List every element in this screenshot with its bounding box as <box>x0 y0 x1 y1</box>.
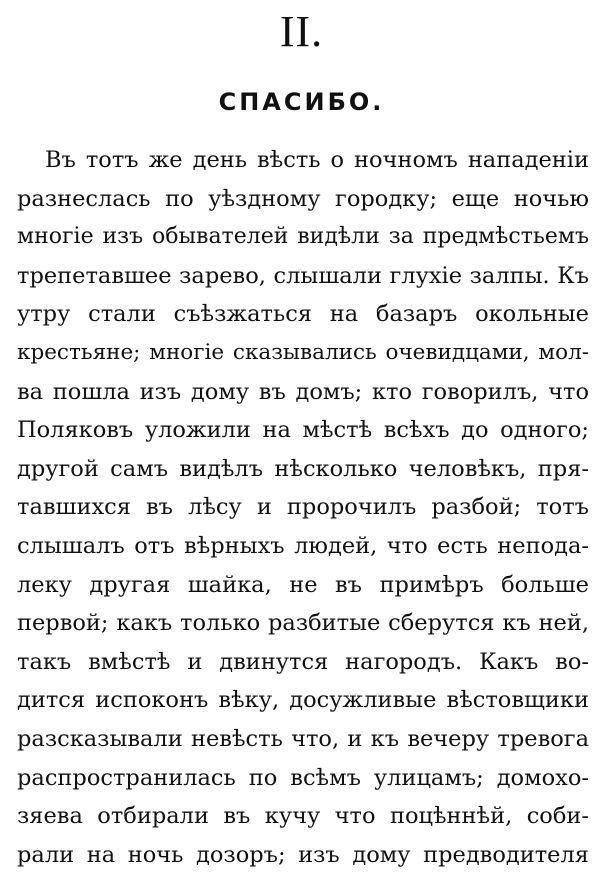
chapter-number: II. <box>279 7 324 56</box>
text-line: трепетавшее зарево, слышали глухіе залпы. Къ <box>17 262 589 289</box>
text-line: Поляковъ уложили на мѣстѣ всѣхъ до одного; <box>17 417 589 444</box>
text-line: утру стали съѣзжаться на базаръ окольные <box>17 301 589 328</box>
text-line: распространилась по всѣмъ улицамъ; домохо- <box>17 764 589 791</box>
text-line: слышалъ отъ вѣрныхъ людей, что есть неподa- <box>17 532 589 559</box>
text-line: первой; какъ только разбитые сберутся къ ней, <box>17 610 589 637</box>
text-line: Въ тотъ же день вѣсть о ночномъ нападеніи <box>45 147 589 173</box>
text-line: рали на ночь дозоръ; изъ дому предводителя <box>17 841 589 868</box>
text-line: крестьяне; многіе сказывались очевидцами, мол- <box>17 339 589 365</box>
text-line: ва пошла изъ дому въ домъ; кто говорилъ, что <box>17 378 589 405</box>
text-line: зяева отбирали въ кучу что поцѣннѣй, соби- <box>17 803 589 830</box>
text-line: леку другая шайка, не въ примѣръ больше <box>17 571 589 598</box>
text-line: тавшихся въ лѣсу и пророчилъ разбой; тотъ <box>17 494 589 521</box>
body-paragraph <box>17 141 589 874</box>
text-line: другой самъ видѣлъ нѣсколько человѣкъ, пря- <box>17 455 589 482</box>
text-line: многіе изъ обывателей видѣли за предмѣстьемъ <box>17 224 589 250</box>
text-line: такъ вмѣстѣ и двинутся нагородъ. Какъ во- <box>17 648 589 675</box>
text-line: дится испоконъ вѣку, досужливые вѣстовщики <box>17 687 589 714</box>
text-line: разсказывали невѣсть что, и къ вечеру тревога <box>17 725 589 752</box>
text-line: разнеслась по уѣздному городку; еще ночью <box>17 185 589 212</box>
chapter-title: СПАСИБО. <box>218 88 385 116</box>
